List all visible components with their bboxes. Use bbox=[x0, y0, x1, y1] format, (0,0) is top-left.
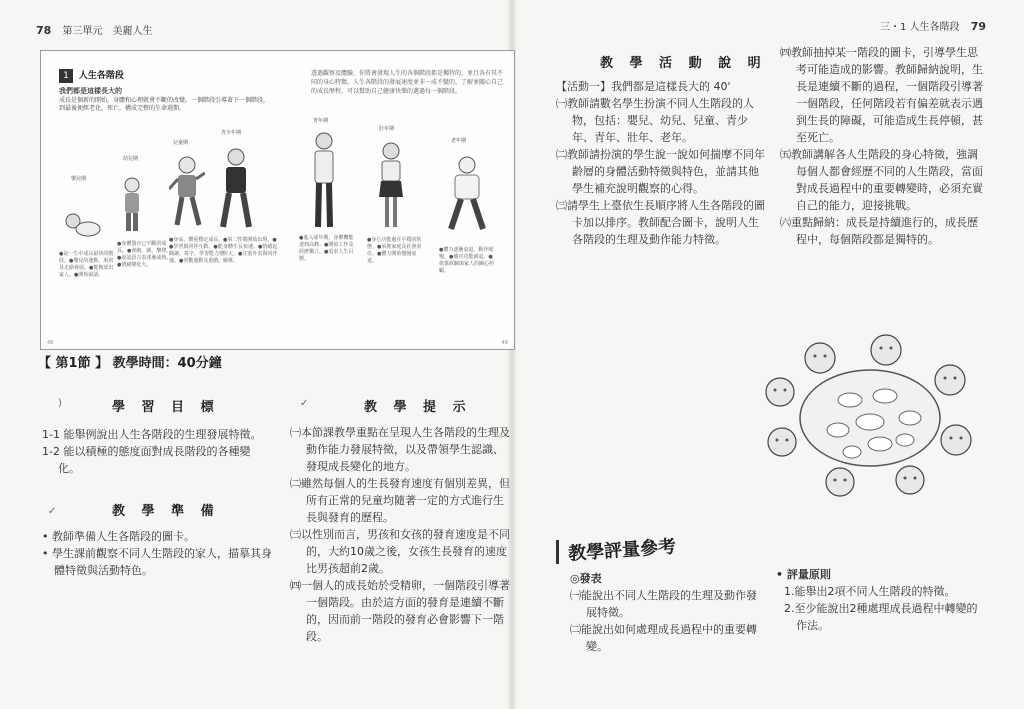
child-figure bbox=[169, 155, 205, 231]
tip-item: ㈠本節課教學重點在呈現人生各階段的生理及動作能力發展特徵，以及帶領學生認識、發現成長變化的地方。 bbox=[290, 426, 510, 473]
section-mark: ✓ bbox=[300, 398, 309, 409]
student-panel-intro: 成長是個新的開始，身體和心理就會不斷的改變。一個階段引導著下一個階段，到最後便經老化、死亡，構成完整的生命週期。 bbox=[59, 97, 270, 112]
objective-item: 1-2 能以積極的態度面對成長階段的各種變化。 bbox=[42, 445, 251, 475]
evaluation-principle-label: • 評量原則 bbox=[776, 568, 831, 581]
activity-title: 教 學 活 動 說 明 bbox=[600, 56, 767, 71]
adult-figure bbox=[375, 141, 407, 231]
student-textbook-panel bbox=[40, 50, 515, 350]
preparation-item: • 教師準備人生各階段的圖卡。 bbox=[42, 530, 195, 543]
stage-label: 嬰兒期 bbox=[71, 176, 87, 182]
tips-list bbox=[290, 424, 512, 645]
student-panel-title: 人生各階段 bbox=[78, 71, 124, 81]
left-running-head bbox=[36, 22, 153, 37]
lesson-number-badge: 1 bbox=[59, 69, 73, 83]
family-dinner-illustration bbox=[760, 330, 980, 500]
stage-label: 青少年期 bbox=[221, 130, 242, 136]
activity-item: ㈣教師抽掉某一階段的圖卡，引導學生思考可能造成的影響。教師歸納說明，生長是連續不斷的過程，一個階段引導著一個階段，任何階段若有偏差就表示遇到生長的障礙，可能造成生長停頓，甚至死亡。 bbox=[780, 46, 983, 144]
tip-item: ㈣一個人的成長始於受精卵，一個階段引導著一個階段。由於這方面的發育是連續不斷的，因而前一階段的發育必會影響下一階段。 bbox=[290, 579, 510, 643]
evaluation-principle-item: 1.能舉出2項不同人生階段的特徵。 bbox=[784, 585, 956, 598]
stage-note: ●身體器官已不斷的成長。●會跑、跳、攀爬。●說話語言表達漸成熟。●情緒變化大。 bbox=[117, 241, 172, 268]
objectives-title: 學 習 目 標 bbox=[112, 400, 220, 415]
student-panel-activity: 我們都是這樣長大的 bbox=[59, 87, 122, 95]
activity-column-left bbox=[556, 78, 766, 248]
student-page-number-right: 49 bbox=[501, 340, 508, 346]
teen-figure bbox=[217, 147, 255, 233]
activity-item: ㈥重點歸納：成長是持續進行的，成長歷程中，每個階段都是獨特的。 bbox=[780, 216, 978, 246]
stage-note: ●進入成年期，身體機能達到高峰。●開始工作及經濟獨立。●追求人生目標。 bbox=[299, 235, 354, 262]
stage-note: ●體力逐漸衰退，動作緩慢。●感官功能減退。●依靠經驗與家人的關心照顧。 bbox=[439, 247, 495, 274]
stage-label: 青年期 bbox=[313, 118, 329, 124]
left-page-number: 78 bbox=[36, 24, 52, 37]
activity-item: ㈤教師講解各人生階段的身心特徵，強調每個人都會經歷不同的人生階段，當面對成長過程中的重要轉變時，必須充實自己的能力，迎接挑戰。 bbox=[780, 148, 983, 212]
evaluation-title: 教學評量參考 bbox=[567, 536, 677, 565]
stage-note: ●第二性徵開始出現。●身體生長快速。●情緒起伏大。●注重外表與同伴關係。 bbox=[223, 237, 278, 264]
stage-label: 老年期 bbox=[451, 138, 467, 144]
stage-label: 兒童期 bbox=[173, 140, 189, 146]
elderly-figure bbox=[445, 155, 489, 233]
activity-item: ㈠教師請數名學生扮演不同人生階段的人物，包括：嬰兒、幼兒、兒童、青少年、青年、壯年、老年。 bbox=[556, 97, 754, 144]
stage-note: ●是一生中成長最快的階段。●嬰兒的運動、肌肉及走路發展。●能夠認出家人。●開始說話。 bbox=[59, 251, 114, 278]
right-section-title: 三・1 人生各階段 bbox=[879, 22, 960, 33]
activity-item: ㈢請學生上臺依生長順序將人生各階段的圖卡加以排序。教師配合圖卡，說明人生各階段的生理及動作能力特徵。 bbox=[556, 199, 765, 246]
left-unit-title: 第三單元 美麗人生 bbox=[62, 26, 153, 37]
stage-note: ●身高、體重穩定成長。●學習與同伴互動。●能閱讀、寫字，學習能力增強。●喜歡運動及遊戲。 bbox=[169, 237, 225, 264]
student-panel-header bbox=[59, 69, 269, 113]
section-mark: ✓ bbox=[48, 506, 57, 517]
evaluation-principles bbox=[776, 566, 986, 634]
evaluation-method-label: ◎發表 bbox=[570, 572, 602, 585]
preparation-list bbox=[42, 528, 272, 579]
student-page-number-left: 48 bbox=[47, 340, 54, 346]
stage-note: ●身心功能處在平穩的狀態。●承擔家庭及社會責任。●體力開始慢慢衰退。 bbox=[367, 237, 422, 264]
stage-label: 壯年期 bbox=[379, 126, 395, 132]
section-mark: ) bbox=[58, 398, 62, 409]
lesson-time-label: 【 第1節 】 教學時間：40分鐘 bbox=[38, 356, 222, 371]
student-panel-right-note: 透過觀察及體驗，你將會發現人生的各個階段都是獨特的，並且各有其不同的身心特徵。人生各階段的發展速度並非一成不變的，了解並關心自己的成長歷程，可以幫助自己健康快樂的邁過每一個階段。 bbox=[311, 70, 504, 95]
toddler-figure bbox=[119, 175, 145, 235]
activity-column-right bbox=[780, 44, 986, 248]
tips-title: 教 學 提 示 bbox=[364, 400, 472, 415]
activity-item: ㈡教師請扮演的學生說一說如何揣摩不同年齡層的身體活動特徵與特色，並請其他學生補充說明觀察的心得。 bbox=[556, 148, 765, 195]
evaluation-principle-item: 2.至少能說出2種處理成長過程中轉變的作法。 bbox=[784, 602, 978, 632]
right-page-number: 79 bbox=[970, 20, 986, 33]
right-running-head bbox=[880, 18, 994, 33]
evaluation-method-item: ㈠能說出不同人生階段的生理及動作發展特徵。 bbox=[570, 589, 757, 619]
evaluation-bar bbox=[556, 540, 559, 564]
stage-label: 幼兒期 bbox=[123, 156, 139, 162]
evaluation-methods bbox=[570, 570, 765, 655]
tip-item: ㈡雖然每個人的生長發育速度有個別差異，但所有正常的兒童均隨著一定的方式進行生長與發育的歷程。 bbox=[290, 477, 510, 524]
activity-heading: 【活動一】我們都是這樣長大的 40' bbox=[556, 80, 731, 93]
preparation-title: 教 學 準 備 bbox=[112, 504, 220, 519]
objectives-list bbox=[42, 426, 272, 477]
baby-figure bbox=[63, 203, 103, 239]
preparation-item: • 學生課前觀察不同人生階段的家人，描摹其身體特徵與活動特色。 bbox=[42, 547, 272, 577]
evaluation-method-item: ㈡能說出如何處理成長過程中的重要轉變。 bbox=[570, 623, 757, 653]
objective-item: 1-1 能舉例說出人生各階段的生理發展特徵。 bbox=[42, 428, 262, 441]
young-adult-figure bbox=[309, 131, 339, 231]
tip-item: ㈢以性別而言，男孩和女孩的發育速度是不同的，大約10歲之後，女孩生長發育的速度比男孩超前2歲。 bbox=[290, 528, 510, 575]
